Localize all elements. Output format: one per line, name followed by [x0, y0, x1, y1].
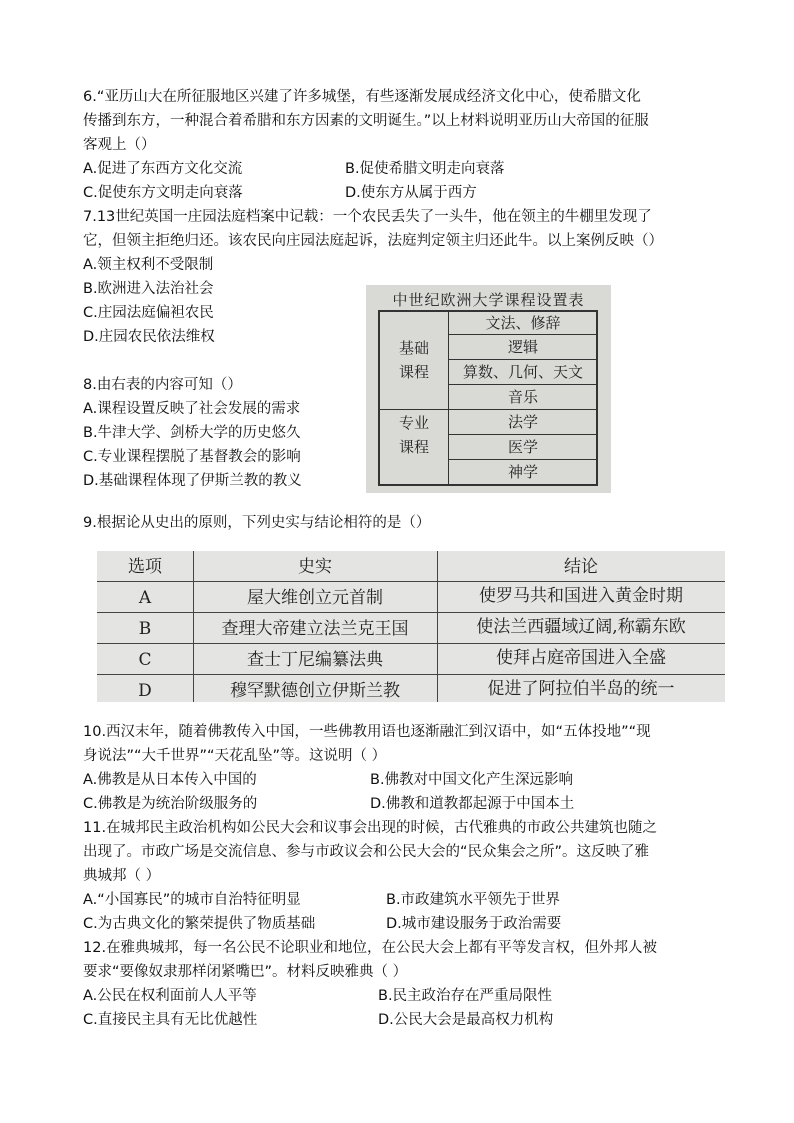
course-category-major-2: 课程	[398, 438, 429, 456]
q11-stem-line-1: 11.在城邦民主政治机构如公民大会和议事会出现的时候，古代雅典的市政公共建筑也随之	[83, 820, 658, 836]
course-table-rule	[448, 434, 596, 435]
q6-stem-line-2: 传播到东方，一种混合着希腊和东方因素的文明诞生。”以上材料说明亚历山大帝国的征服	[83, 113, 649, 129]
course-table-rule	[448, 459, 596, 460]
history-table-image	[97, 551, 725, 702]
history-cell: 穆罕默德创立伊斯兰教	[230, 681, 400, 701]
q8-option-a[interactable]: A.课程设置反映了社会发展的需求	[83, 401, 301, 417]
course-table-image	[366, 285, 611, 493]
course-cell: 逻辑	[507, 338, 538, 356]
course-table-rule	[448, 359, 596, 360]
history-cell: D	[138, 681, 152, 701]
course-category-major-1: 专业	[398, 414, 429, 432]
course-cell: 音乐	[507, 388, 538, 406]
q11-option-a[interactable]: A.“小国寡民”的城市自治特征明显	[83, 892, 301, 908]
q8-stem: 8.由右表的内容可知（）	[83, 377, 242, 393]
history-cell: 查理大帝建立法兰克王国	[221, 619, 409, 639]
history-header-fact: 史实	[298, 557, 332, 577]
q7-option-c[interactable]: C.庄园法庭偏袒农民	[83, 305, 214, 321]
q6-option-d[interactable]: D.使东方从属于西方	[345, 185, 477, 201]
course-cell: 法学	[507, 413, 538, 431]
history-cell: 使法兰西疆域辽阔,称霸东欧	[476, 617, 686, 637]
history-cell: 促进了阿拉伯半岛的统一	[487, 679, 675, 699]
history-cell: A	[138, 588, 152, 608]
q11-stem-line-3: 典城邦（ ）	[83, 868, 161, 884]
course-category-basic-2: 课程	[398, 363, 429, 381]
q12-option-d[interactable]: D.公民大会是最高权力机构	[378, 1012, 554, 1028]
course-cell: 医学	[507, 438, 538, 456]
q12-stem-line-2: 要求“要像奴隶那样闭紧嘴巴”。材料反映雅典（ ）	[83, 964, 408, 980]
q7-option-b[interactable]: B.欧洲进入法治社会	[83, 281, 214, 297]
q7-option-a[interactable]: A.领主权利不受限制	[83, 257, 214, 273]
course-table-title: 中世纪欧洲大学课程设置表	[392, 291, 585, 309]
course-cell: 神学	[507, 463, 538, 481]
q10-stem-line-1: 10.西汉末年，随着佛教传入中国，一些佛教用语也逐渐融汇到汉语中，如“五体投地”“现	[83, 724, 651, 740]
q10-stem-line-2: 身说法”“大千世界”“天花乱坠”等。这说明（ ）	[83, 748, 387, 764]
history-cell: 查士丁尼编纂法典	[247, 650, 383, 670]
course-cell: 文法、修辞	[485, 314, 561, 332]
q8-option-b[interactable]: B.牛津大学、剑桥大学的历史悠久	[83, 425, 301, 441]
q7-stem-line-1: 7.13世纪英国一庄园法庭档案中记载：一个农民丢失了一头牛，他在领主的牛棚里发现了	[83, 209, 652, 225]
history-cell: B	[138, 619, 152, 639]
q10-option-d[interactable]: D.佛教和道教都起源于中国本土	[370, 796, 575, 812]
q10-option-c[interactable]: C.佛教是为统治阶级服务的	[83, 796, 258, 812]
q6-option-b[interactable]: B.促使希腊文明走向衰落	[345, 161, 505, 177]
history-cell: C	[138, 650, 152, 670]
q7-stem-line-2: 它，但领主拒绝归还。该农民向庄园法庭起诉，法庭判定领主归还此牛。以上案例反映（）	[83, 233, 663, 249]
q9-stem: 9.根据论从史出的原则，下列史实与结论相符的是（）	[83, 515, 431, 531]
course-cell: 算数、几何、天文	[462, 363, 583, 381]
course-table-rule	[448, 384, 596, 385]
q6-option-a[interactable]: A.促进了东西方文化交流	[83, 161, 243, 177]
q12-option-a[interactable]: A.公民在权利面前人人平等	[83, 988, 257, 1004]
q6-stem-line-3: 客观上（）	[83, 137, 156, 153]
q12-option-b[interactable]: B.民主政治存在严重局限性	[378, 988, 553, 1004]
q8-option-d[interactable]: D.基础课程体现了伊斯兰教的教义	[83, 473, 302, 489]
q8-option-c[interactable]: C.专业课程摆脱了基督教会的影响	[83, 449, 301, 465]
q11-stem-line-2: 出现了。市政广场是交流信息、参与市政议会和公民大会的“民众集会之所”。这反映了雅	[83, 844, 650, 860]
course-category-basic-1: 基础	[398, 339, 429, 357]
q10-option-b[interactable]: B.佛教对中国文化产生深远影响	[370, 772, 574, 788]
q12-option-c[interactable]: C.直接民主具有无比优越性	[83, 1012, 258, 1028]
course-table-rule	[448, 334, 596, 335]
q11-option-b[interactable]: B.市政建筑水平领先于世界	[386, 892, 561, 908]
history-header-conclusion: 结论	[564, 557, 598, 577]
q11-option-d[interactable]: D.城市建设服务于政治需要	[386, 916, 562, 932]
q6-option-c[interactable]: C.促使东方文明走向衰落	[83, 185, 243, 201]
history-cell: 使拜占庭帝国进入全盛	[496, 648, 666, 668]
q12-stem-line-1: 12.在雅典城邦，每一名公民不论职业和地位，在公民大会上都有平等发言权，但外邦人被	[83, 940, 658, 956]
course-table-frame	[378, 310, 598, 486]
history-cell: 使罗马共和国进入黄金时期	[479, 586, 683, 606]
q10-option-a[interactable]: A.佛教是从日本传入中国的	[83, 772, 257, 788]
q7-option-d[interactable]: D.庄园农民依法维权	[83, 329, 215, 345]
history-header-option: 选项	[128, 557, 162, 577]
history-cell: 屋大维创立元首制	[247, 588, 383, 608]
q11-option-c[interactable]: C.为古典文化的繁荣提供了物质基础	[83, 916, 316, 932]
course-table-rule	[380, 409, 596, 410]
q6-stem-line-1: 6.“亚历山大在所征服地区兴建了许多城堡，有些逐渐发展成经济文化中心，使希腊文化	[83, 89, 641, 105]
